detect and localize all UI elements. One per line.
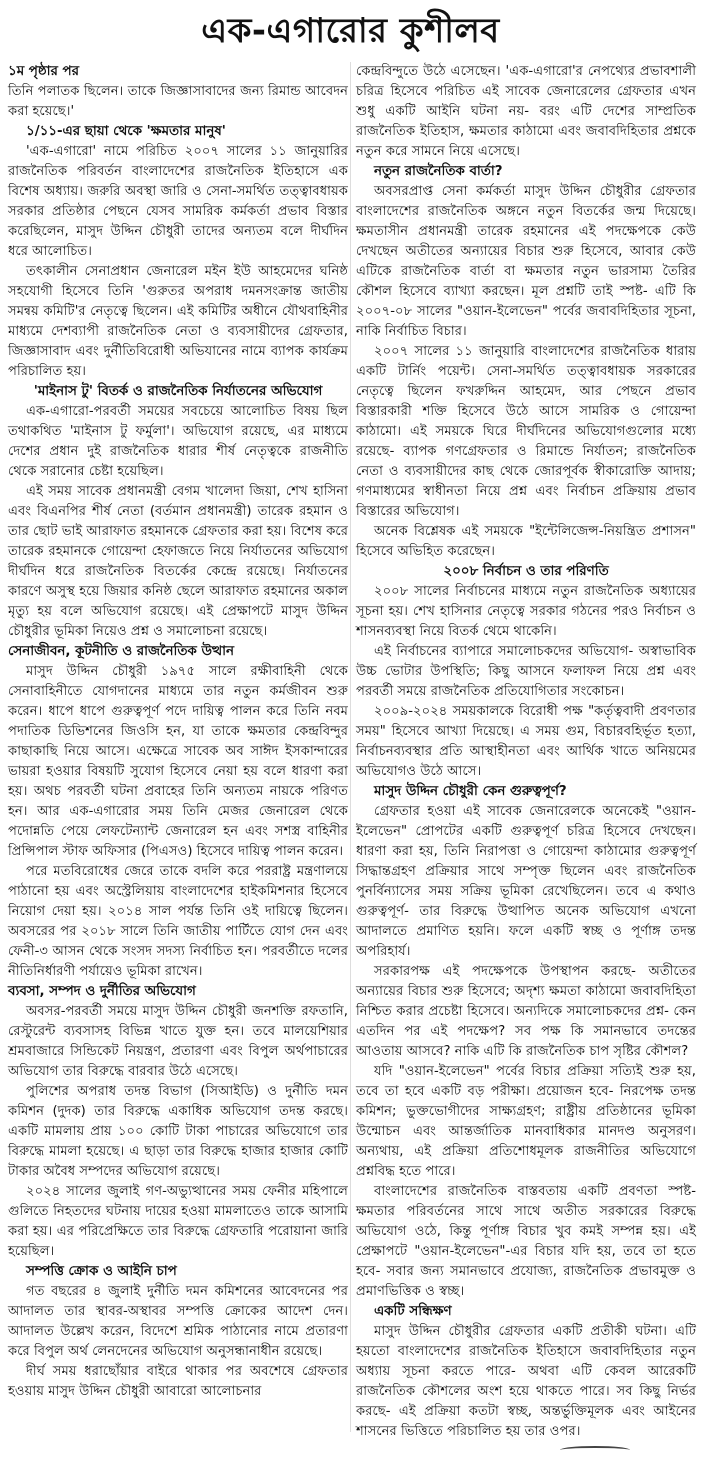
section-heading: মাসুদ উদ্দিন চৌধুরী কেন গুরুত্বপূর্ণ? [374, 784, 567, 799]
paragraph: পুলিশের অপরাধ তদন্ত বিভাগ (সিআইডি) ও দুর্নীতি দমন কমিশন (দুদক) তার বিরুদ্ধে একাধিক অভিযোগ তদন্ত করছে। একটি মামলায় প্রায় ১০০ কোটি টাকা পাচারের অভিযোগে তার বিরুদ্ধে মামলা হয়েছে। এ ছাড়া তার বিরুদ্ধে হাজার হাজার কোটি টাকার অবৈধ সম্পদের অভিযোগ রয়েছে। [8, 1084, 348, 1179]
paragraph: ২০০৭ সালের ১১ জানুয়ারি বাংলাদেশের রাজনৈতিক ধারায় একটি টার্নিং পয়েন্ট। সেনা-সমর্থিত তত্ত্বাবধায়ক সরকারের নেতৃত্বে ছিলেন ফখরুদ্দিন আহমেদ, আর পেছনে প্রভাব বিস্তারকারী শক্তি হিসেবে উঠে আসে সামরিক ও গোয়েন্দা কাঠামো। এই সময়কে ঘিরে দীর্ঘদিনের অভিযোগগুলোর মধ্যে রয়েছে- ব্যাপক গণগ্রেফতার ও রিমান্ডে নির্যাতন; রাজনৈতিক নেতা ও ব্যবসায়ীদের কাছ থেকে জোরপূর্বক স্বীকারোক্তি আদায়; গণমাধ্যমের স্বাধীনতা নিয়ে প্রশ্ন এবং নির্বাচন প্রক্রিয়ায় প্রভাব বিস্তারের অভিযোগ। [356, 344, 696, 519]
paragraph: অবসর-পরবর্তী সময়ে মাসুদ উদ্দিন চৌধুরী জনশক্তি রফতানি, রেস্টুরেন্ট ব্যবসাসহ বিভিন্ন খাতে যুক্ত হন। তবে মালয়েশিয়ার শ্রমবাজারে সিন্ডিকেট নিয়ন্ত্রণ, প্রতারণা এবং বিপুল অর্থপাচারের অভিযোগ তার বিরুদ্ধে বারবার উঠে এসেছে। [8, 1004, 348, 1079]
paragraph: কেন্দ্রবিন্দুতে উঠে এসেছেন। 'এক-এগারো'র নেপথ্যের প্রভাবশালী চরিত্র হিসেবে পরিচিত এই সাবেক জেনারেলের গ্রেফতার এখন শুধু একটি আইনি ঘটনা নয়- বরং এটি দেশের সাম্প্রতিক রাজনৈতিক ইতিহাস, ক্ষমতার কাঠামো এবং জবাবদিহিতার প্রশ্নকে নতুন করে সামনে নিয়ে এসেছে। [356, 64, 696, 159]
paragraph: অবসরপ্রাপ্ত সেনা কর্মকর্তা মাসুদ উদ্দিন চৌধুরীর গ্রেফতার বাংলাদেশের রাজনৈতিক অঙ্গনে নতুন বিতর্কের জন্ম দিয়েছে। ক্ষমতাসীন প্রধানমন্ত্রী তারেক রহমানের এই পদক্ষেপকে কেউ দেখছেন অতীতের অন্যায়ের বিচার শুরু হিসেবে, আবার কেউ এটিকে রাজনৈতিক বার্তা বা ক্ষমতার নতুন ভারসাম্য তৈরির কৌশল হিসেবে ব্যাখ্যা করছেন। মূল প্রশ্নটি তাই স্পষ্ট- এটি কি ২০০৭-০৮ সালের "ওয়ান-ইলেভেন" পর্বের জবাবদিহিতার সূচনা, নাকি নির্বাচিত বিচার। [356, 184, 696, 339]
paragraph: মাসুদ উদ্দিন চৌধুরী ১৯৭৫ সালে রক্ষীবাহিনী থেকে সেনাবাহিনীতে যোগদানের মাধ্যমে তার নতুন কর্মজীবন শুরু করেন। ধাপে ধাপে গুরুত্বপূর্ণ পদে দায়িত্ব পালন করে তিনি নবম পদাতিক ডিভিশনের জিওসি হন, যা তাকে ক্ষমতার কেন্দ্রবিন্দুর কাছাকাছি নিয়ে আসে। এক্ষেত্রে সাবেক অব সাঈদ ইসকান্দারের ভায়রা হওয়ার বিষয়টি সুযোগ হিসেবে নেয়া হয় বলে ধারণা করা হয়। অথচ পরবর্তী ঘটনা প্রবাহের তিনি অন্যতম নায়কে পরিণত হন। আর এক-এগারোর সময় তিনি মেজর জেনারেল থেকে পদোন্নতি পেয়ে লেফটেন্যান্ট জেনারেল হন এবং সশস্ত্র বাহিনীর প্রিন্সিপাল স্টাফ অফিসার (পিএসও) হিসেবে দায়িত্ব পালন করেন। [8, 664, 348, 859]
article-title: এক-এগারোর কুশীলব [201, 11, 500, 51]
paragraph: ২০২৪ সালের জুলাই গণ-অভ্যুত্থানের সময় ফেনীর মহিপালে গুলিতে নিহতদের ঘটনায় দায়ের হওয়া মামলাতেও তাকে আসামি করা হয়। এর পরিপ্রেক্ষিতে তার বিরুদ্ধে গ্রেফতারি পরোয়ানা জারি হয়েছিল। [8, 1184, 348, 1259]
section-heading: সম্পত্তি ক্রোক ও আইনি চাপ [26, 1264, 177, 1279]
paragraph: এক-এগারো-পরবর্তী সময়ের সবচেয়ে আলোচিত বিষয় ছিল তথাকথিত 'মাইনাস টু ফর্মুলা'। অভিযোগ রয়েছে, এর মাধ্যমে দেশের প্রধান দুই রাজনৈতিক ধারার শীর্ষ নেতৃত্বকে রাজনীতি থেকে সরানোর চেষ্টা হয়েছিল। [8, 404, 348, 479]
signature-mark [560, 1446, 630, 1454]
paragraph: এই সময় সাবেক প্রধানমন্ত্রী বেগম খালেদা জিয়া, শেখ হাসিনা এবং বিএনপির শীর্ষ নেতা (বর্তমান প্রধানমন্ত্রী) তারেক রহমান ও তার ছোট ভাই আরাফাত রহমানকে গ্রেফতার করা হয়। বিশেষ করে তারেক রহমানকে গোয়েন্দা হেফাজতে নিয়ে নির্যাতনের অভিযোগ দীর্ঘদিন ধরে রাজনৈতিক বিতর্কের কেন্দ্রে রয়েছে। নির্যাতনের কারণে অসুস্থ হয়ে জিয়ার কনিষ্ঠ ছেলে আরাফাত রহমানের অকাল মৃত্যু হয় বলে অভিযোগ রয়েছে। এই প্রেক্ষাপটে মাসুদ উদ্দিন চৌধুরীর ভূমিকা নিয়েও প্রশ্ন ও সমালোচনা রয়েছে। [8, 484, 348, 639]
paragraph: ২০০৯-২০২৪ সময়কালকে বিরোধী পক্ষ "কর্তৃত্ববাদী প্রবণতার সময়" হিসেবে আখ্যা দিয়েছে। এ সময় গুম, বিচারবহির্ভূত হত্যা, নির্বাচনব্যবস্থার প্রতি আস্থাহীনতা এবং আর্থিক খাতে অনিয়মের অভিযোগও উঠে আসে। [356, 704, 696, 779]
paragraph: যদি "ওয়ান-ইলেভেন" পর্বের বিচার প্রক্রিয়া সত্যিই শুরু হয়, তবে তা হবে একটি বড় পরীক্ষা। প্রয়োজন হবে- নিরপেক্ষ তদন্ত কমিশন; ভুক্তভোগীদের সাক্ষ্যগ্রহণ; রাষ্ট্রীয় প্রতিষ্ঠানের ভূমিকা উন্মোচন এবং আন্তর্জাতিক মানবাধিকার মানদণ্ড অনুসরণ। অন্যথায়, এই প্রক্রিয়া প্রতিশোধমূলক রাজনীতির অভিযোগে প্রশ্নবিদ্ধ হতে পারে। [356, 1064, 696, 1179]
right-column [356, 62, 696, 1442]
section-heading: ব্যবসা, সম্পদ ও দুর্নীতির অভিযোগ [8, 984, 196, 999]
paragraph: মাসুদ উদ্দিন চৌধুরীর গ্রেফতার একটি প্রতীকী ঘটনা। এটি হয়তো বাংলাদেশের রাজনৈতিক ইতিহাসে জবাবদিহিতার নতুন অধ্যায় সূচনা করতে পারে- অথবা এটি কেবল আরেকটি রাজনৈতিক কৌশলের অংশ হয়ে থাকতে পারে। সব কিছু নির্ভর করছে- এই প্রক্রিয়া কতটা স্বচ্ছ, অন্তর্ভুক্তিমূলক এবং আইনের শাসনের ভিত্তিতে পরিচালিত হয় তার ওপর। [356, 1324, 696, 1439]
paragraph: ২০০৮ সালের নির্বাচনের মাধ্যমে নতুন রাজনৈতিক অধ্যায়ের সূচনা হয়। শেখ হাসিনার নেতৃত্বে সরকার গঠনের পরও নির্বাচন ও শাসনব্যবস্থা নিয়ে বিতর্ক থেমে থাকেনি। [356, 584, 696, 639]
paragraph: পরে মতবিরোধের জেরে তাকে বদলি করে পররাষ্ট্র মন্ত্রণালয়ে পাঠানো হয় এবং অস্ট্রেলিয়ায় বাংলাদেশের হাইকমিশনার হিসেবে নিয়োগ দেয়া হয়। ২০১৪ সাল পর্যন্ত তিনি ওই দায়িত্বে ছিলেন। অবসরের পর ২০১৮ সালে তিনি জাতীয় পার্টিতে যোগ দেন এবং ফেনী-৩ আসন থেকে সংসদ সদস্য নির্বাচিত হন। পরবর্তীতে দলের নীতিনির্ধারণী পর্যায়েও ভূমিকা রাখেন। [8, 864, 348, 979]
paragraph: দীর্ঘ সময় ধরাছোঁয়ার বাইরে থাকার পর অবশেষে গ্রেফতার হওয়ায় মাসুদ উদ্দিন চৌধুরী আবারো আলোচনার [8, 1364, 348, 1399]
paragraph: গ্রেফতার হওয়া এই সাবেক জেনারেলকে অনেকেই "ওয়ান-ইলেভেন" প্রোপটের একটি গুরুত্বপূর্ণ চরিত্র হিসেবে দেখছেন। ধারণা করা হয়, তিনি নিরাপত্তা ও গোয়েন্দা কাঠামোর গুরুত্বপূর্ণ সিদ্ধান্তগ্রহণ প্রক্রিয়ার সাথে সম্পৃক্ত ছিলেন এবং রাজনৈতিক পুনর্বিন্যাসের সময় সক্রিয় ভূমিকা রেখেছিলেন। তবে এ কথাও গুরুত্বপূর্ণ- তার বিরুদ্ধে উত্থাপিত অনেক অভিযোগ এখনো আদালতে প্রমাণিত হয়নি। ফলে একটি স্বচ্ছ ও পূর্ণাঙ্গ তদন্ত অপরিহার্য। [356, 804, 696, 959]
section-heading: ২০০৮ নির্বাচন ও তার পরিণতি [443, 564, 609, 579]
section-heading: একটি সন্ধিক্ষণ [374, 1304, 452, 1319]
paragraph: এই নির্বাচনের ব্যাপারে সমালোচকদের অভিযোগ- অস্বাভাবিক উচ্চ ভোটার উপস্থিতি; কিছু আসনে ফলাফল নিয়ে প্রশ্ন এবং পরবর্তী সময়ে রাজনৈতিক প্রতিযোগিতার সংকোচন। [356, 644, 696, 699]
paragraph: 'এক-এগারো' নামে পরিচিত ২০০৭ সালের ১১ জানুয়ারির রাজনৈতিক পরিবর্তন বাংলাদেশের রাজনৈতিক ইতিহাসে এক বিশেষ অধ্যায়। জরুরি অবস্থা জারি ও সেনা-সমর্থিত তত্ত্বাবধায়ক সরকার প্রতিষ্ঠার পেছনে যেসব সামরিক কর্মকর্তা প্রভাব বিস্তার করেছিলেন, মাসুদ উদ্দিন চৌধুরী তাদের অন্যতম বলে দীর্ঘদিন ধরে আলোচিত। [8, 144, 348, 259]
paragraph: তৎকালীন সেনাপ্রধান জেনারেল মইন ইউ আহমেদের ঘনিষ্ঠ সহযোগী হিসেবে তিনি 'গুরুতর অপরাধ দমনসংক্রান্ত জাতীয় সমন্বয় কমিটি'র নেতৃত্বে ছিলেন। এই কমিটির অধীনে যৌথবাহিনীর মাধ্যমে দেশব্যাপী রাজনৈতিক নেতা ও ব্যবসায়ীদের গ্রেফতার, জিজ্ঞাসাবাদ এবং দুর্নীতিবিরোধী অভিযানের নামে ব্যাপক কার্যক্রম পরিচালিত হয়। [8, 264, 348, 379]
section-heading: ১ম পৃষ্ঠার পর [8, 64, 79, 79]
left-column [8, 62, 348, 1402]
paragraph: তিনি পলাতক ছিলেন। তাকে জিজ্ঞাসাবাদের জন্য রিমান্ড আবেদন করা হয়েছে।' [8, 84, 348, 119]
section-heading: সেনাজীবন, কূটনীতি ও রাজনৈতিক উত্থান [8, 644, 235, 659]
section-heading: নতুন রাজনৈতিক বার্তা? [374, 164, 503, 179]
column-divider [350, 62, 351, 1432]
paragraph: সরকারপক্ষ এই পদক্ষেপকে উপস্থাপন করছে- অতীতের অন্যায়ের বিচার শুরু হিসেবে; অদৃশ্য ক্ষমতা কাঠামো জবাবদিহিতা নিশ্চিত করার প্রচেষ্টা হিসেবে। অন্যদিকে সমালোচকদের প্রশ্ন- কেন এতদিন পর এই পদক্ষেপ? সব পক্ষ কি সমানভাবে তদন্তের আওতায় আসবে? নাকি এটি কি রাজনৈতিক চাপ সৃষ্টির কৌশল? [356, 964, 696, 1059]
paragraph: অনেক বিশ্লেষক এই সময়কে "ইন্টেলিজেন্স-নিয়ন্ত্রিত প্রশাসন" হিসেবে অভিহিত করেছেন। [356, 524, 696, 559]
section-heading: ১/১১-এর ছায়া থেকে 'ক্ষমতার মানুষ' [26, 124, 226, 139]
paragraph: বাংলাদেশের রাজনৈতিক বাস্তবতায় একটি প্রবণতা স্পষ্ট- ক্ষমতার পরিবর্তনের সাথে সাথে অতীত সরকারের বিরুদ্ধে অভিযোগ ওঠে, কিন্তু পূর্ণাঙ্গ বিচার খুব কমই সম্পন্ন হয়। এই প্রেক্ষাপটে "ওয়ান-ইলেভেন"-এর বিচার যদি হয়, তবে তা হতে হবে- সবার জন্য সমানভাবে প্রযোজ্য, রাজনৈতিক প্রভাবমুক্ত ও প্রমাণভিত্তিক ও স্বচ্ছ। [356, 1184, 696, 1299]
section-heading: 'মাইনাস টু' বিতর্ক ও রাজনৈতিক নির্যাতনের অভিযোগ [33, 384, 323, 399]
paragraph: গত বছরের ৪ জুলাই দুর্নীতি দমন কমিশনের আবেদনের পর আদালত তার স্থাবর-অস্থাবর সম্পত্তি ক্রোকের আদেশ দেন। আদালত উল্লেখ করেন, বিদেশে শ্রমিক পাঠানোর নামে প্রতারণা করে বিপুল অর্থ লেনদেনের অভিযোগ অনুসন্ধানাধীন রয়েছে। [8, 1284, 348, 1359]
